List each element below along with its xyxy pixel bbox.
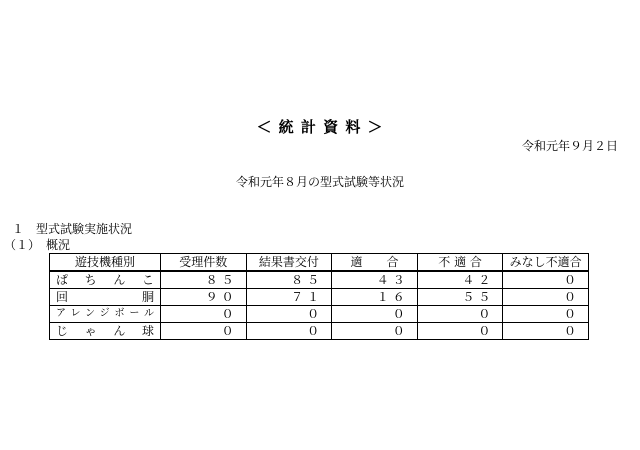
header-nonconforming: 不 適 合 <box>417 254 503 272</box>
cell-issued: ０ <box>246 306 332 323</box>
cell-conforming: ４３ <box>332 271 418 289</box>
cell-deemed-nonconforming: ０ <box>503 289 589 306</box>
stats-table <box>49 253 589 340</box>
cell-issued: ８５ <box>246 271 332 289</box>
table-row <box>50 306 589 323</box>
cell-conforming: １６ <box>332 289 418 306</box>
cell-nonconforming: ０ <box>417 306 503 323</box>
cell-received: ０ <box>161 306 247 323</box>
table-row <box>50 323 589 340</box>
row-type-arrange-ball: アレンジボール <box>50 306 161 323</box>
cell-received: ０ <box>161 323 247 340</box>
table-header-row <box>50 254 589 272</box>
cell-nonconforming: ４２ <box>417 271 503 289</box>
cell-deemed-nonconforming: ０ <box>503 323 589 340</box>
header-type: 遊技機種別 <box>50 254 161 272</box>
row-type-pachinko: ぱちんこ <box>50 271 161 289</box>
cell-issued: ７１ <box>246 289 332 306</box>
subsection-heading: （１） 概況 <box>4 238 71 252</box>
cell-deemed-nonconforming: ０ <box>503 306 589 323</box>
cell-issued: ０ <box>246 323 332 340</box>
document-subtitle: 令和元年８月の型式試験等状況 <box>235 175 404 189</box>
header-issued: 結果書交付 <box>246 254 332 272</box>
cell-received: ９０ <box>161 289 247 306</box>
table-row <box>50 289 589 306</box>
table-row <box>50 271 589 289</box>
cell-conforming: ０ <box>332 306 418 323</box>
header-received: 受理件数 <box>161 254 247 272</box>
row-type-kaido: 回胴 <box>50 289 161 306</box>
document-title: ＜ 統 計 資 料 ＞ <box>256 118 384 136</box>
cell-conforming: ０ <box>332 323 418 340</box>
header-deemed-nonconforming: みなし不適合 <box>503 254 589 272</box>
cell-nonconforming: ５５ <box>417 289 503 306</box>
cell-received: ８５ <box>161 271 247 289</box>
cell-deemed-nonconforming: ０ <box>503 271 589 289</box>
header-conforming: 適 合 <box>332 254 418 272</box>
cell-nonconforming: ０ <box>417 323 503 340</box>
section-heading: １ 型式試験実施状況 <box>12 222 133 236</box>
document-date: 令和元年９月２日 <box>521 139 618 153</box>
row-type-jankyu: じゃん球 <box>50 323 161 340</box>
